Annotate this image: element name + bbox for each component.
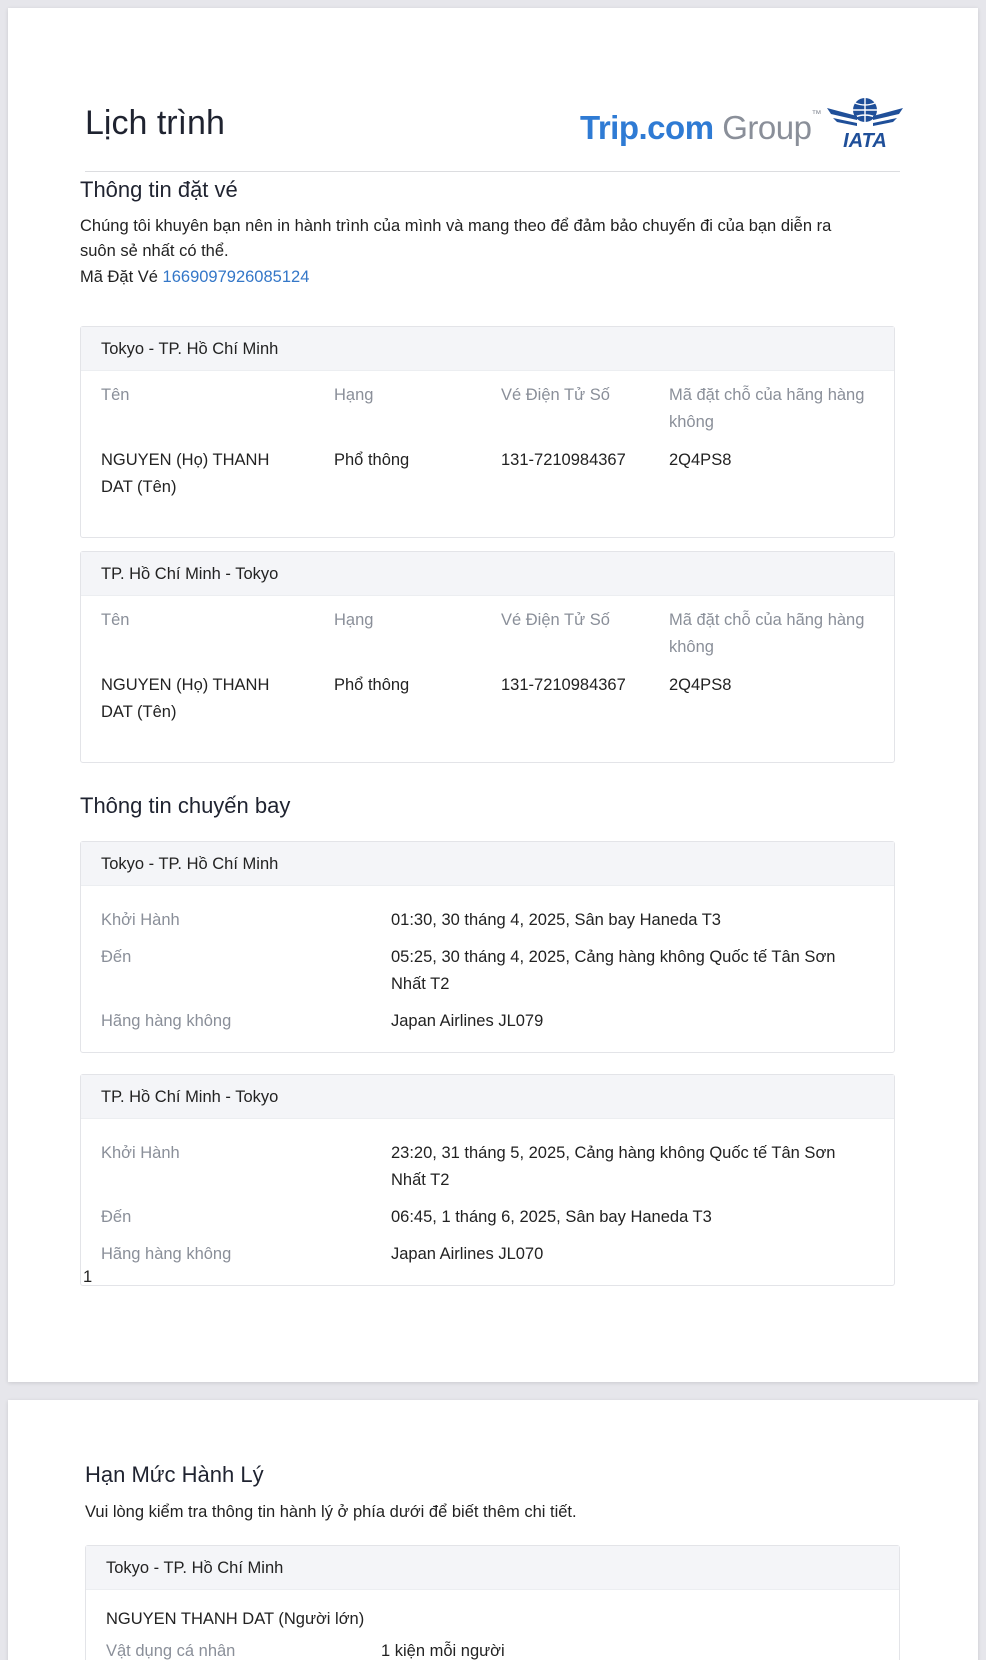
baggage-section-title: Hạn Mức Hành Lý [85,1462,264,1487]
airline-label: Hãng hàng không [101,1245,232,1263]
ticket-card-outbound [80,326,895,538]
col-class-header: Hạng [334,611,374,629]
airline-pnr: 2Q4PS8 [669,676,732,694]
booking-code-label: Mã Đặt Vé [80,268,158,286]
flight-card-return [80,1074,895,1286]
baggage-note: Vui lòng kiểm tra thông tin hành lý ở phía dưới để biết thêm chi tiết. [85,1503,577,1521]
flights-section-title: Thông tin chuyến bay [80,793,291,818]
col-ticket-header: Vé Điện Tử Số [501,386,610,404]
col-class-header: Hạng [334,386,374,404]
booking-code [80,264,309,291]
passenger-name-line-2: DAT (Tên) [101,478,177,496]
arrival-label: Đến [101,948,132,966]
baggage-item-label: Vật dụng cá nhân [106,1642,236,1660]
baggage-card [85,1545,900,1660]
ticket-number: 131-7210984367 [501,451,626,469]
baggage-passenger: NGUYEN THANH DAT (Người lớn) [106,1610,365,1628]
airline-value: Japan Airlines JL070 [391,1245,544,1263]
arrival-label: Đến [101,1208,132,1226]
departure-value: 01:30, 30 tháng 4, 2025, Sân bay Haneda T3 [391,911,721,929]
passenger-name-line-1: NGUYEN (Họ) THANH [101,451,270,469]
ticket-number: 131-7210984367 [501,676,626,694]
flight-card-outbound [80,841,895,1053]
logo-tm-text: ™ [811,109,821,120]
col-pnr-header-line-2: không [669,413,714,431]
passenger-name-line-1: NGUYEN (Họ) THANH [101,676,270,694]
departure-label: Khởi Hành [101,1144,180,1162]
arrival-value: 06:45, 1 tháng 6, 2025, Sân bay Haneda T3 [391,1208,712,1226]
col-pnr-header-line-1: Mã đặt chỗ của hãng hàng [669,611,865,629]
ticket-card-route: TP. Hồ Chí Minh - Tokyo [81,552,894,596]
baggage-item-value: 1 kiện mỗi người [381,1642,505,1660]
iata-logo-text: IATA [843,130,887,150]
col-ticket-header: Vé Điện Tử Số [501,611,610,629]
flight-card-route: TP. Hồ Chí Minh - Tokyo [81,1075,894,1119]
col-name-header: Tên [101,611,130,629]
ticket-card-route: Tokyo - TP. Hồ Chí Minh [81,327,894,371]
ticket-class: Phổ thông [334,676,410,694]
page-number: 1 [83,1268,93,1286]
logo-trip-text: Trip [580,109,639,146]
document-page-2 [8,1400,978,1660]
document-header [85,68,900,172]
baggage-card-route: Tokyo - TP. Hồ Chí Minh [86,1546,899,1590]
logo-group-text: Group [713,109,812,146]
arrival-value-line-2: Nhất T2 [391,975,450,993]
airline-pnr: 2Q4PS8 [669,451,732,469]
booking-section-title: Thông tin đặt vé [80,177,238,202]
departure-value-line-1: 23:20, 31 tháng 5, 2025, Cảng hàng không Quốc tế Tân Sơn [391,1144,836,1162]
arrival-value-line-1: 05:25, 30 tháng 4, 2025, Cảng hàng không Quốc tế Tân Sơn [391,948,836,966]
booking-advice-line-1: Chúng tôi khuyên bạn nên in hành trình của mình và mang theo để đảm bảo chuyến đi của bạn diễn ra [80,217,832,235]
col-pnr-header-line-2: không [669,638,714,656]
logo-com-text: .com [638,109,714,146]
document-page-1 [8,8,978,1382]
col-pnr-header-line-1: Mã đặt chỗ của hãng hàng [669,386,865,404]
trip-com-group-logo [580,109,821,147]
passenger-name-line-2: DAT (Tên) [101,703,177,721]
departure-label: Khởi Hành [101,911,180,929]
flight-card-route: Tokyo - TP. Hồ Chí Minh [81,842,894,886]
col-name-header: Tên [101,386,130,404]
airline-value: Japan Airlines JL079 [391,1012,544,1030]
page-title: Lịch trình [85,104,225,142]
iata-logo-icon [827,94,903,150]
ticket-class: Phổ thông [334,451,410,469]
booking-advice-line-2: suôn sẻ nhất có thể. [80,242,229,260]
departure-value-line-2: Nhất T2 [391,1171,450,1189]
booking-code-link[interactable]: 1669097926085124 [162,268,310,286]
ticket-card-return [80,551,895,763]
airline-label: Hãng hàng không [101,1012,232,1030]
